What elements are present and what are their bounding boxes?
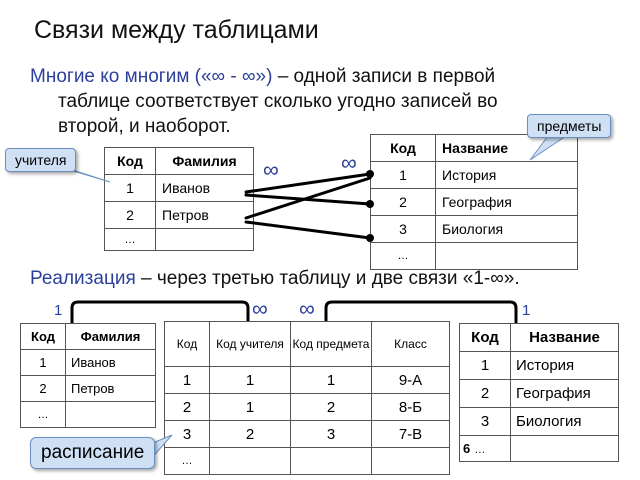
table-cell: 3	[460, 408, 511, 436]
bottom-teachers-header-code: Код	[21, 324, 66, 350]
table-cell: История	[511, 352, 619, 380]
table-cell: 1	[165, 367, 210, 394]
table-cell: 7-В	[372, 421, 450, 448]
bottom-teachers-header-surname: Фамилия	[66, 324, 156, 350]
realization-highlight: Реализация	[30, 268, 136, 289]
infinity-symbol-right: ∞	[341, 150, 357, 175]
table-cell: 1	[371, 162, 436, 189]
table-cell: 3	[165, 421, 210, 448]
row-number-six: 6	[463, 441, 471, 456]
table-cell: 1	[210, 367, 291, 394]
teachers-callout: учителя	[5, 148, 76, 172]
schedule-header-subject-code: Код предмета	[291, 322, 372, 367]
infinity-symbol-left-link: ∞	[252, 296, 268, 321]
relation-dot	[366, 200, 374, 208]
subjects-header-code: Код	[371, 135, 436, 162]
one-label-left: 1	[54, 302, 63, 319]
table-cell: 2	[105, 202, 156, 229]
table-cell: 3	[291, 421, 372, 448]
subjects-callout-pointer	[530, 136, 566, 160]
relation-dot	[366, 170, 374, 178]
table-cell: 2	[165, 394, 210, 421]
table-cell: География	[511, 380, 619, 408]
table-cell: 9-А	[372, 367, 450, 394]
infinity-symbol-left: ∞	[263, 157, 279, 182]
ellipsis: …	[474, 444, 486, 456]
intro-line-3: второй, и наоборот.	[58, 116, 231, 137]
relation-dot	[366, 234, 374, 242]
right-link-bracket	[326, 302, 516, 323]
table-cell: …	[105, 229, 156, 251]
intro-line-1: – одной записи в первой	[272, 66, 496, 87]
bottom-subjects-header-code: Код	[460, 324, 511, 352]
schedule-header-class: Класс	[372, 322, 450, 367]
schedule-callout: расписание	[30, 437, 155, 469]
table-cell: 2	[291, 394, 372, 421]
table-cell: 2	[371, 189, 436, 216]
table-cell: 2	[460, 380, 511, 408]
intro-highlight: Многие ко многим («∞ - ∞»)	[30, 66, 273, 87]
table-cell: 3	[371, 216, 436, 243]
table-cell: 1	[21, 350, 66, 376]
table-cell: 2	[210, 421, 291, 448]
left-link-bracket	[72, 302, 248, 323]
schedule-header-teacher-code: Код учителя	[210, 322, 291, 367]
one-label-right: 1	[522, 302, 531, 319]
table-cell: География	[436, 189, 578, 216]
table-cell: Биология	[436, 216, 578, 243]
bottom-subjects-header-name: Название	[511, 324, 619, 352]
subjects-header-name: Название	[436, 135, 578, 162]
table-cell: …	[165, 448, 210, 475]
teachers-header-surname: Фамилия	[156, 148, 254, 175]
table-cell: 1	[210, 394, 291, 421]
table-cell: 1	[105, 175, 156, 202]
table-cell: …	[21, 402, 66, 428]
table-cell: Петров	[66, 376, 156, 402]
table-cell: 2	[21, 376, 66, 402]
infinity-symbol-right-link: ∞	[299, 296, 315, 321]
teachers-header-code: Код	[105, 148, 156, 175]
subjects-callout: предметы	[527, 114, 611, 138]
table-cell: …	[371, 243, 436, 270]
table-cell: Биология	[511, 408, 619, 436]
table-cell: Иванов	[66, 350, 156, 376]
page-title: Связи между таблицами	[34, 16, 319, 44]
table-cell: 1	[291, 367, 372, 394]
table-cell: История	[436, 162, 578, 189]
realization-body: – через третью таблицу и две связи «1-∞».	[135, 268, 520, 289]
relation-line	[246, 222, 370, 238]
schedule-header-code: Код	[165, 322, 210, 367]
table-cell: Петров	[156, 202, 254, 229]
table-cell: Иванов	[156, 175, 254, 202]
table-cell: 1	[460, 352, 511, 380]
table-cell: 8-Б	[372, 394, 450, 421]
intro-line-2: таблице соответствует сколько угодно записей во	[58, 91, 498, 112]
